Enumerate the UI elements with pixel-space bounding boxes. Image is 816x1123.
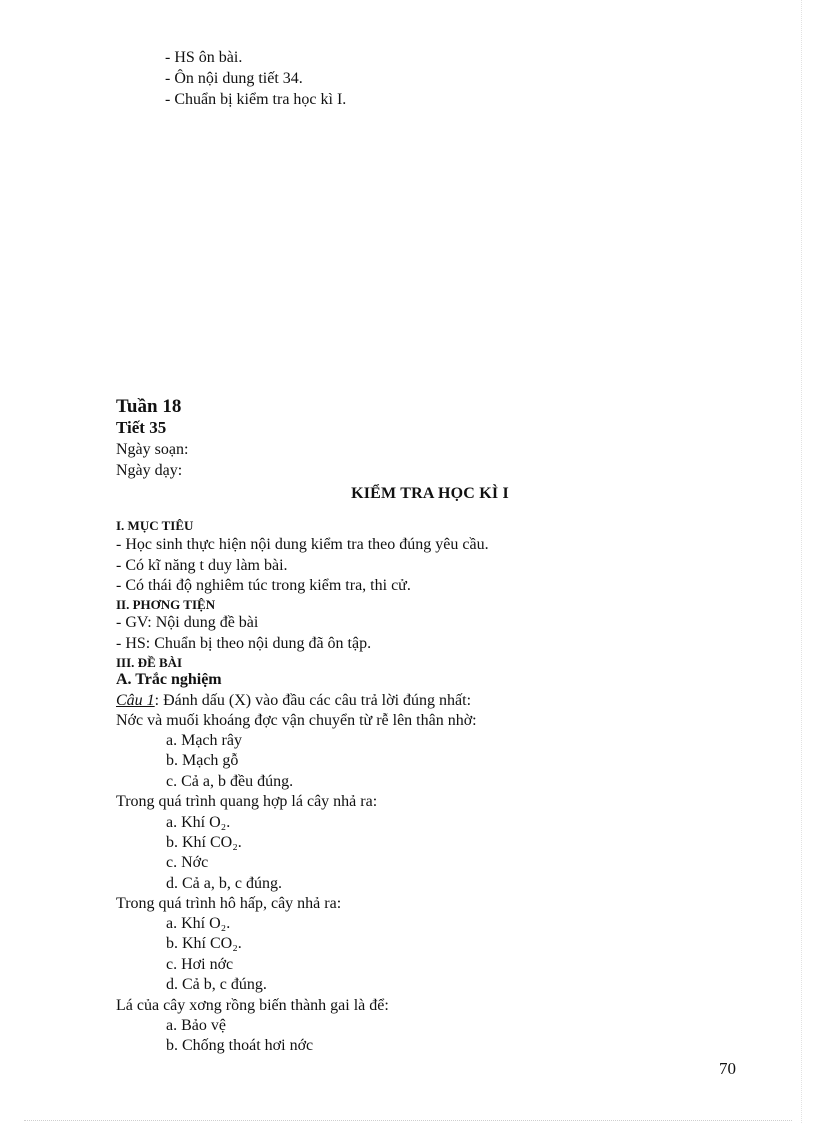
prep-date-label: Ngày soạn: xyxy=(116,441,189,458)
question-stem: Trong quá trình quang hợp lá cây nhả ra: xyxy=(116,793,378,810)
section-heading-test: III. ĐỀ BÀI xyxy=(116,655,183,670)
answer-option: a. Khí O₂. xyxy=(166,915,231,932)
list-item: - Chuẩn bị kiểm tra học kì I. xyxy=(165,91,347,108)
answer-option: a. Mạch rây xyxy=(166,732,242,749)
week-heading: Tuần 18 xyxy=(116,396,182,417)
question-text: : Đánh dấu (X) vào đầu các câu trả lời đúng nhất: xyxy=(154,692,472,709)
answer-option: c. Nớc xyxy=(166,854,209,871)
page-bottom-divider xyxy=(24,1120,792,1121)
list-item: - Ôn nội dung tiết 34. xyxy=(165,70,303,87)
list-item: - Có kĩ năng t duy làm bài. xyxy=(116,557,288,574)
answer-option: a. Bảo vệ xyxy=(166,1017,226,1034)
answer-option: c. Hơi nớc xyxy=(166,956,234,973)
question-label: Câu 1 xyxy=(116,692,155,709)
answer-option: a. Khí O₂. xyxy=(166,814,231,831)
list-item: - HS ôn bài. xyxy=(165,49,243,66)
question-stem: Lá của cây xơng rồng biến thành gai là để: xyxy=(116,997,389,1014)
answer-option: b. Khí CO₂. xyxy=(166,935,242,952)
section-heading-materials: II. PHƠNG TIỆN xyxy=(116,597,216,612)
page-right-divider xyxy=(801,0,802,1123)
question-line xyxy=(116,691,471,711)
teach-date-label: Ngày dạy: xyxy=(116,462,183,479)
lesson-heading: Tiết 35 xyxy=(116,418,167,437)
question-stem: Nớc và muối khoáng đợc vận chuyển từ rễ lên thân nhờ: xyxy=(116,712,477,729)
question-stem: Trong quá trình hô hấp, cây nhả ra: xyxy=(116,895,342,912)
answer-option: d. Cả b, c đúng. xyxy=(166,976,267,993)
answer-option: b. Mạch gỗ xyxy=(166,752,239,769)
section-heading-objectives: I. MỤC TIÊU xyxy=(116,518,194,533)
list-item: - HS: Chuẩn bị theo nội dung đã ôn tập. xyxy=(116,635,372,652)
answer-option: b. Khí CO₂. xyxy=(166,834,242,851)
answer-option: c. Cả a, b đều đúng. xyxy=(166,773,294,790)
subsection-heading-multiple-choice: A. Trắc nghiệm xyxy=(116,671,222,688)
answer-option: d. Cả a, b, c đúng. xyxy=(166,875,282,892)
list-item: - GV: Nội dung đề bài xyxy=(116,614,259,631)
page-title: KIỂM TRA HỌC KÌ I xyxy=(351,485,509,502)
page-number: 70 xyxy=(719,1059,736,1078)
list-item: - Có thái độ nghiêm túc trong kiểm tra, thi cử. xyxy=(116,577,411,594)
answer-option: b. Chống thoát hơi nớc xyxy=(166,1037,314,1054)
list-item: - Học sinh thực hiện nội dung kiểm tra theo đúng yêu cầu. xyxy=(116,536,489,553)
